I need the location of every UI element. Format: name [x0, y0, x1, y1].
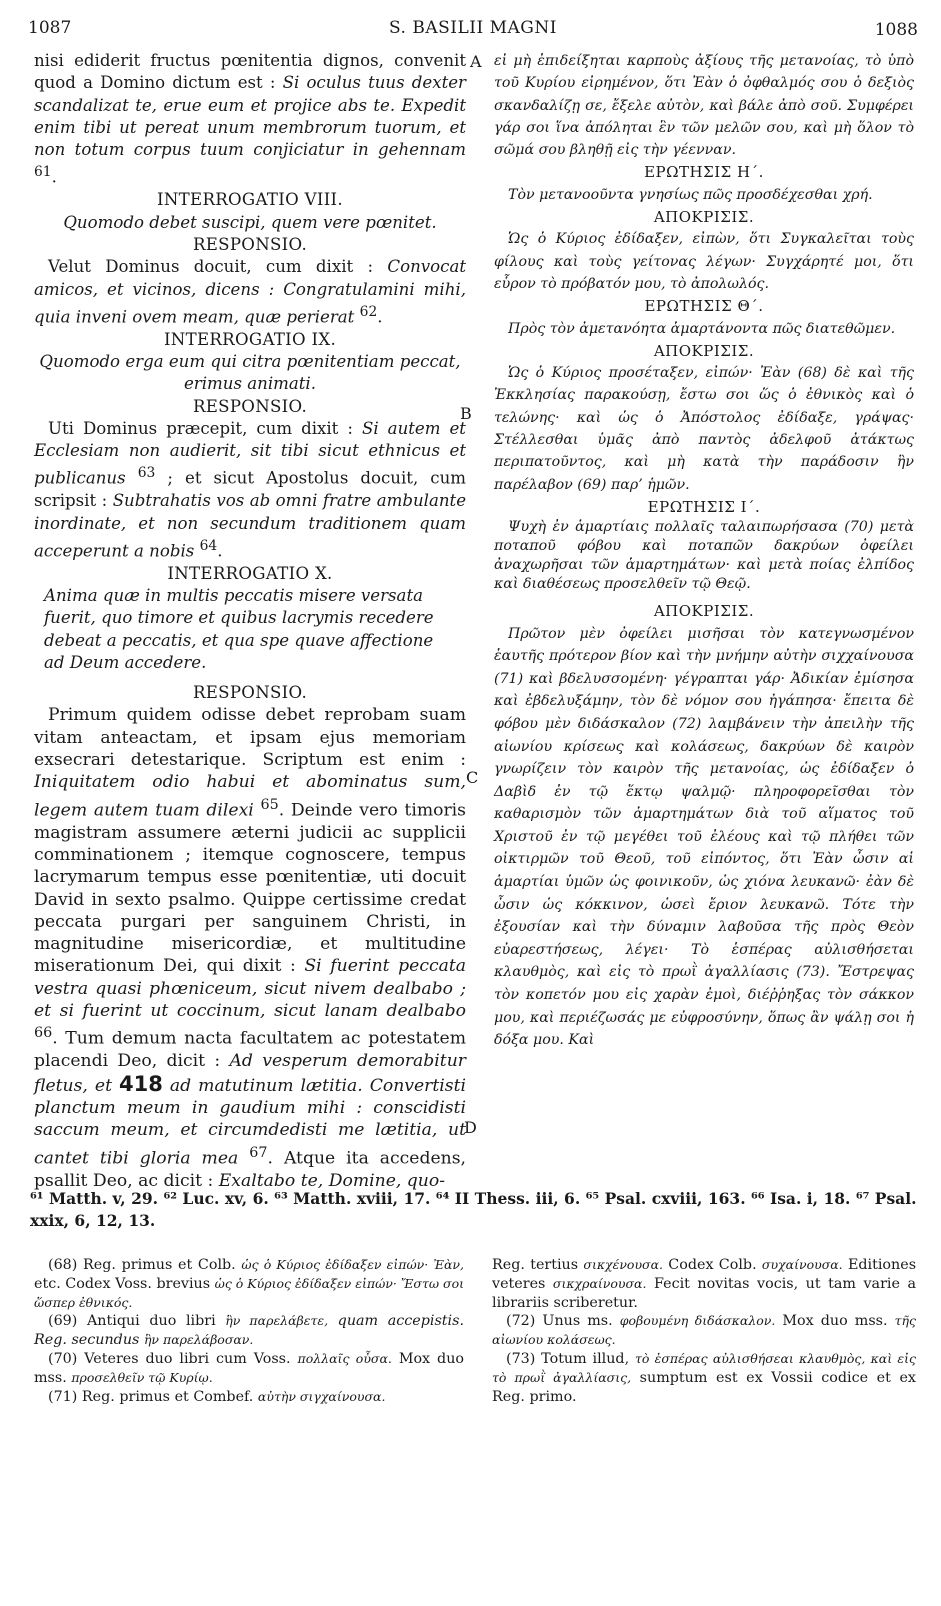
- greek-response-heading: ΑΠΟΚΡΙΣΙΣ.: [653, 341, 755, 360]
- margin-letter-b: B: [460, 404, 472, 423]
- response-heading: RESPONSIO.: [192, 683, 308, 703]
- latin-column: [34, 50, 466, 1192]
- latin-text: Uti Dominus præcepit, cum dixit :: [48, 418, 353, 438]
- critical-note: (70) Veteres duo libri cum Voss. πολλαῖς οὖσα. Mox duo mss. προσελθεῖν τῷ Κυρίῳ.: [34, 1350, 465, 1386]
- latin-paragraph: Velut Dominus docuit, cum dixit : Convocat amicos, et vicinos, dicens : Congratulamini mihi, quia inveni ovem meam, quæ perierat $^{62}$.: [34, 257, 466, 327]
- latin-paragraph: Uti Dominus præcepit, cum dixit : Si autem et Ecclesiam non audierit, sit tibi sicut ethnicus et publicanus $^{63}$ ; et sicut Apostolus docuit, cum scripsit : Subtrahatis vos ab omni fratre ambulante inordinate, et non secundum traditionem quam acceperunt a nobis $^{64}$.: [34, 418, 467, 561]
- greek-section-heading: ΕΡΩΤΗΣΙΣ Θ΄.: [644, 297, 764, 316]
- critical-note: (71) Reg. primus et Combef. αὐτὴν σιγχαίνουσα.: [48, 1388, 386, 1405]
- latin-paragraph: [34, 704, 466, 1191]
- latin-text: nisi ediderit fructus pœnitentia dignos, convenit quod a Domino dictum est :: [34, 51, 466, 93]
- critical-note: (69) Antiqui duo libri ἣν παρελάβετε, quam accepistis. Reg. secundus ἣν παρελάβοσαν.: [34, 1313, 464, 1349]
- greek-response-heading: ΑΠΟΚΡΙΣΙΣ.: [653, 208, 755, 227]
- critical-note: (72) Unus ms. φοβουμένη διδάσκαλον. Mox duo mss. τῆς αἰωνίου κολάσεως.: [492, 1313, 916, 1348]
- latin-quote: Exaltabo te, Domine, quo-: [218, 1170, 446, 1191]
- latin-quote: Subtrahatis vos ab omni fratre ambulante inordinate, et non secundum traditionem quam acceperunt a nobis: [34, 491, 467, 561]
- greek-paragraph: Πρῶτον μὲν ὀφείλει μισῆσαι τὸν κατεγνωσμένον ἑαυτῆς πρότερον βίον καὶ τὴν μνήμην αὐτὴν σιχχαίνουσα (71) καὶ βδελυσσομένη· γέγραπται γάρ· Ἀδικίαν ἐμίσησα καὶ ἐβδελυξάμην, τὸν δὲ νόμον σου ἠγάπησα· ἔπειτα δὲ φόβου μὲν διδάσκαλον (72) λαμβάνειν τὴν ἀπειλὴν τῆς αἰωνίου κρίσεως καὶ κολάσεως, δακρύων δὲ καιρὸν γνωρίζειν τὸν καιρὸν τῆς μετανοίας, ὡς ἐδίδαξεν ὁ Δαβὶδ ἐν τῷ ἕκτῳ ψαλμῷ· πληροφορεῖσθαι τὸν καθαρισμὸν τῶν ἁμαρτημάτων διὰ τοῦ αἵματος τοῦ Χριστοῦ ἐν τῷ μεγέθει τοῦ ἐλέους καὶ τῷ πλήθει τῶν οἰκτιρμῶν τοῦ Θεοῦ, τοῦ εἰπόντος, ὅτι Ἐὰν ὦσιν αἱ ἁμαρτίαι ὑμῶν ὡς φοινικοῦν, ὡς χιόνα λευκανῶ· ἐὰν δὲ ὦσιν ὡς κόκκινον, ὡσεὶ ἔριον λευκανῶ. Τότε τὴν ἐξουσίαν καὶ τὴν δύναμιν λαβοῦσα τῆς πρὸς Θεὸν εὐαρεστήσεως, λέγει· Τὸ ἑσπέρας αὐλισθήσεται κλαυθμὸς, καὶ εἰς τὸ πρωῒ ἀγαλλίασις (73). Ἔστρεψας τὸν κοπετόν μου εἰς χαρὰν ἐμοὶ, διέῤῥηξας τὸν σάκκον μου, καὶ περιέζωσάς με εὐφροσύνην, ὅπως ἂν ψάλῃ σοι ἡ δόξα μου. Καὶ: [494, 625, 914, 1049]
- running-header: [28, 18, 918, 44]
- footnote-ref: 63: [137, 465, 156, 482]
- section-heading: INTERROGATIO VIII.: [156, 190, 343, 210]
- response-heading: RESPONSIO.: [192, 396, 308, 416]
- section-heading: INTERROGATIO IX.: [163, 329, 337, 349]
- margin-letter-d: D: [464, 1118, 477, 1137]
- greek-question: Τὸν μετανοοῦντα γνησίως πῶς προσδέχεσθαι χρή.: [508, 186, 873, 203]
- latin-quote: Si oculus tuus dexter scandalizat te, erue eum et projice abs te. Expedit enim tibi ut pereat unum membrorum tuorum, et non totum corpus tuum conjiciatur in gehennam: [34, 73, 466, 160]
- latin-text: . Tum demum nacta facultatem ac potestatem placendi Deo, dicit :: [34, 1029, 466, 1072]
- greek-response-heading: ΑΠΟΚΡΙΣΙΣ.: [653, 602, 755, 621]
- latin-text: . Atque ita accedens, psallit Deo, ac dicit :: [34, 1148, 466, 1191]
- greek-column: [494, 50, 914, 1052]
- footnote-ref: 62: [359, 303, 378, 320]
- latin-quote: ad matutinum lætitia. Convertisti planctum meum in gaudium mihi : conscidisti saccum meum, et circumdedisti me lætitia, ut cantet tibi gloria mea: [34, 1075, 466, 1169]
- greek-paragraph: εἰ μὴ ἐπιδείξηται καρποὺς ἀξίους τῆς μετανοίας, τὸ ὑπὸ τοῦ Κυρίου εἰρημένον, ὅτι Ἐὰν ὁ ὀφθαλμός σου ὁ δεξιὸς σκανδαλίζῃ σε, ἔξελε αὐτὸν, καὶ βάλε ἀπὸ σοῦ. Συμφέρει γάρ σοι ἵνα ἀπόληται ἓν τῶν μελῶν σου, καὶ μὴ ὅλον τὸ σῶμά σου βληθῇ εἰς τὴν γέενναν.: [494, 53, 914, 159]
- latin-quote: Si autem et Ecclesiam non audierit, sit tibi sicut ethnicus et publicanus: [34, 418, 466, 488]
- critical-note: (73) Totum illud, τὸ ἑσπέρας αὐλισθήσεαι κλαυθμὸς, καὶ εἰς τὸ πρωῒ ἀγαλλίασις, sumptum est ex Vossii codice et ex Reg. primo.: [492, 1350, 916, 1405]
- question-text: Quomodo erga eum qui citra pœnitentiam peccat, erimus animati.: [39, 351, 461, 394]
- greek-paragraph: Ὡς ὁ Κύριος προσέταξεν, εἰπών· Ἐὰν (68) δὲ καὶ τῆς Ἐκκλησίας παρακούσῃ, ἔστω σοι ὥς ὁ ἐθνικὸς καὶ ὁ τελώνης· καὶ ὡς ὁ Ἀπόστολος ἐδίδαξε, γράψας· Στέλλεσθαι ὑμᾶς ἀπὸ παντὸς ἀδελφοῦ ἀτάκτως περιπατοῦντος, καὶ μὴ κατὰ τὴν παράδοσιν ἣν παρέλαβον (69) παρ’ ἡμῶν.: [494, 365, 914, 493]
- latin-paragraph: nisi ediderit fructus pœnitentia dignos, convenit quod a Domino dictum est : Si oculus tuus dexter scandalizat te, erue eum et projice abs te. Expedit enim tibi ut pereat unum membrorum tuorum, et non totum corpus tuum conjiciatur in gehennam $^{61}$.: [34, 51, 466, 188]
- margin-letter-c: C: [466, 768, 479, 787]
- critical-notes-left: [34, 1256, 464, 1406]
- right-column-number: 1088: [874, 20, 918, 40]
- section-heading: INTERROGATIO X.: [167, 563, 333, 583]
- latin-quote: Si fuerint peccata vestra quasi phœniceum, sicut nivem dealbabo ; et si fuerint ut coccinum, sicut lanam dealbabo: [34, 956, 466, 1022]
- greek-question: Πρὸς τὸν ἀμετανόητα ἁμαρτάνοντα πῶς διατεθῶμεν.: [508, 320, 896, 337]
- left-column-number: 1087: [28, 18, 72, 38]
- latin-quote: Ad vesperum demorabitur fletus, et: [34, 1051, 466, 1096]
- latin-quote: Convocat amicos, et vicinos, dicens : Congratulamini mihi, quia inveni ovem meam, quæ perierat: [34, 257, 466, 327]
- critical-notes-right: [492, 1256, 916, 1406]
- scripture-footnotes: ⁶¹ Matth. v, 29. ⁶² Luc. xv, 6. ⁶³ Matth. xviii, 17. ⁶⁴ II Thess. iii, 6. ⁶⁵ Psal. cxviii, 163. ⁶⁶ Isa. i, 18. ⁶⁷ Psal. xxix, 6, 12, 13.: [30, 1189, 917, 1230]
- footnote-ref: 64: [199, 537, 218, 554]
- original-page-number: 418: [119, 1071, 163, 1096]
- question-text: Quomodo debet suscipi, quem vere pœnitet.: [63, 212, 437, 232]
- footnote-ref: 65: [260, 796, 279, 813]
- latin-quote: Iniquitatem odio habui et abominatus sum, legem autem tuam dilexi: [34, 772, 466, 821]
- critical-note: (68) Reg. primus et Colb. ὡς ὁ Κύριος ἐδίδαξεν εἰπών· Ἐὰν, etc. Codex Voss. brevius ὡς ὁ Κύριος ἐδίδαξεν εἰπών· Ἔστω σοι ὥσπερ ἐθνικός.: [34, 1257, 465, 1310]
- greek-paragraph: Ὡς ὁ Κύριος ἐδίδαξεν, εἰπὼν, ὅτι Συγκαλεῖται τοὺς φίλους καὶ τοὺς γείτονας λέγων· Συγχάρητέ μοι, ὅτι εὗρον τὸ πρόβατόν μου, τὸ ἀπολωλός.: [494, 231, 914, 292]
- greek-question: Ψυχὴ ἐν ἁμαρτίαις πολλαῖς ταλαιπωρήσασα (70) μετὰ ποταποῦ φόβου καὶ ποταπῶν δακρύων ὀφείλει ἀναχωρῆσαι τῶν ἁμαρτημάτων· καὶ μετὰ ποίας ἐλπίδος καὶ διαθέσεως προσελθεῖν τῷ Θεῷ.: [494, 519, 914, 593]
- greek-section-heading: ΕΡΩΤΗΣΙΣ Ι΄.: [647, 497, 761, 516]
- question-text: Anima quæ in multis peccatis misere versata fuerit, quo timore et quibus lacrymis recedere debeat a peccatis, et qua spe quave affectione ad Deum accedere.: [44, 585, 434, 672]
- footnote-ref: 66: [34, 1025, 53, 1042]
- critical-note: Reg. tertius σικχένουσα. Codex Colb. συχαίνουσα. Editiones veteres σικχραίνουσα. Fecit novitas vocis, ut tam varie a librariis scriberetur.: [492, 1257, 917, 1311]
- latin-text: . Deinde vero timoris magistram assumere æterni judicii ac supplicii comminationem ; itemque cognoscere, tempus lacrymarum tempus esse pœnitentiæ, uti docuit David in sexto psalmo. Quippe certissime credat peccata purgari per sanguinem Christi, in magnitudine misericordiæ, et multitudine miserationum Dei, qui dixit :: [34, 800, 466, 977]
- greek-section-heading: ΕΡΩΤΗΣΙΣ Η΄.: [644, 163, 764, 182]
- response-heading: RESPONSIO.: [192, 234, 308, 254]
- footnote-ref: 61: [34, 164, 52, 181]
- latin-text: Primum quidem odisse debet reprobam suam vitam anteactam, et ipsam ejus memoriam exsecrari detestarique. Scriptum est enim :: [34, 705, 466, 771]
- margin-letter-a: A: [470, 52, 482, 71]
- latin-text: Velut Dominus docuit, cum dixit :: [48, 257, 374, 277]
- running-title: S. BASILII MAGNI: [389, 18, 557, 38]
- latin-text: ; et sicut Apostolus docuit, cum scripsit :: [34, 468, 467, 511]
- footnote-ref: 67: [249, 1144, 268, 1161]
